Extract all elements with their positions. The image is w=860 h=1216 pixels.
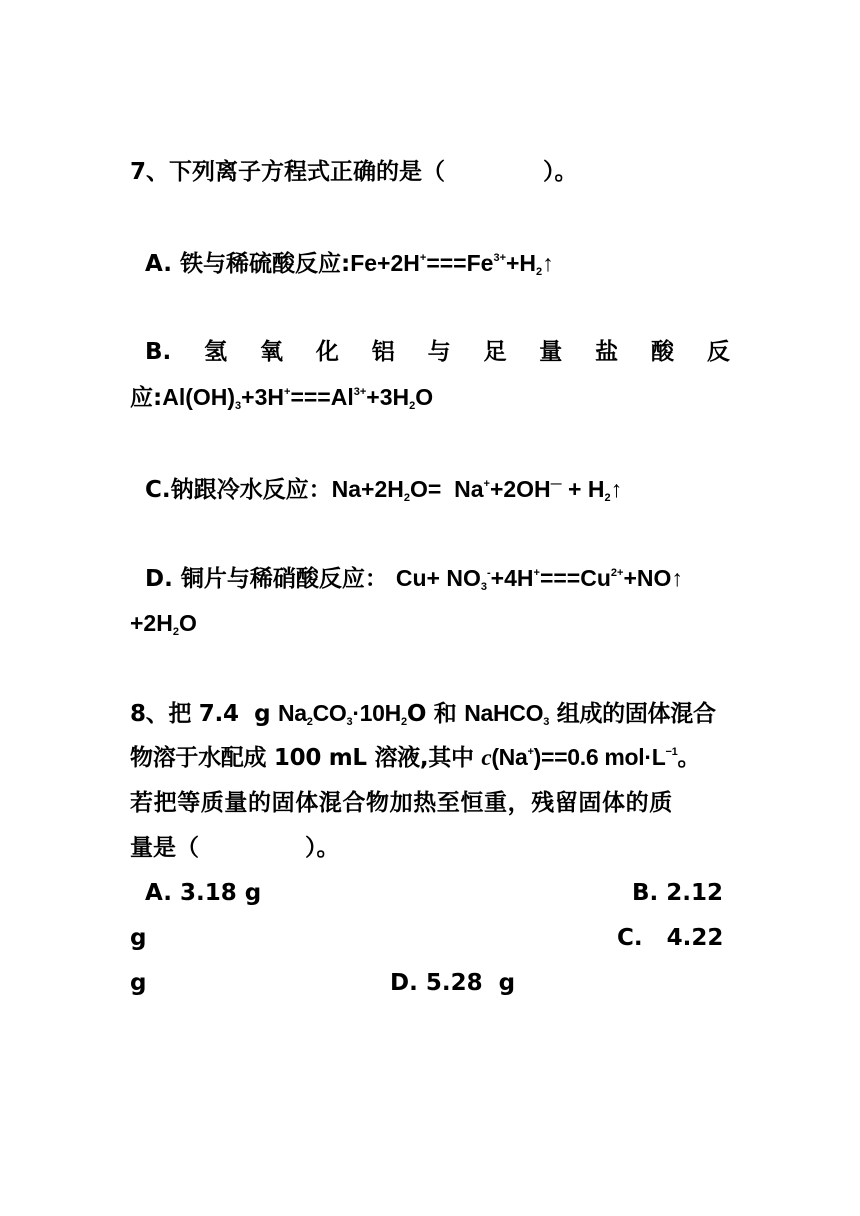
q8-formula-na2co3: $Na_2CO_3\cdot 10H_2$ <box>277 700 407 728</box>
q8-text: O 和 <box>406 701 465 727</box>
q8-option-c: C. 4.22 <box>617 925 724 951</box>
q7-b-char: 氢 <box>204 339 228 365</box>
q8-text: 组成的固体混合 <box>549 701 716 727</box>
q7-b-label: B. <box>145 339 172 365</box>
q7-b-char: 与 <box>427 339 451 365</box>
q8-text: 8、把 7.4 g <box>130 701 278 727</box>
q7-b-char: 氧 <box>260 339 283 365</box>
q7-option-d-line2: $+2H_2O$ <box>130 610 197 638</box>
q8-line2 <box>130 742 730 773</box>
q7-c-label: C. <box>145 477 171 503</box>
q8-concentration: (Na+)==0.6 $mol\cdot L^{-1}$ <box>491 744 678 770</box>
q7-b-char: 盐 <box>595 339 619 365</box>
q7-b-char: 足 <box>483 339 507 365</box>
q7-b-char: 化 <box>315 339 339 365</box>
q7-a-text: 铁与稀硫酸反应: <box>179 251 351 277</box>
up-arrow-icon: ↑ <box>542 250 554 276</box>
q8-text: 。 <box>677 745 701 771</box>
q7-d-text: 铜片与稀硝酸反应： <box>180 566 388 592</box>
q7-a-eq: $Fe+2H^+===Fe^{3+}+H_2↑$ <box>350 250 554 278</box>
q7-c-text: 钠跟冷水反应： <box>170 477 332 503</box>
up-arrow-icon: ↑ <box>610 476 623 502</box>
q7-b-char: 铝 <box>371 339 395 365</box>
q8-option-b: B. 2.12 <box>632 880 724 906</box>
q8-formula-nahco3: NaHCO$_3$ <box>464 700 550 728</box>
q8-line4 <box>130 833 730 863</box>
q7-option-c <box>145 474 730 505</box>
q8-text: 物溶于水配成 100 mL 溶液,其中 <box>130 745 482 771</box>
q7-option-b-line1 <box>145 337 730 367</box>
q7-c-eq: $Na+2H_2O= Na^++2OH^—$ + $H_2↑$ <box>331 476 623 504</box>
q8-option-a: A. 3.18 g <box>145 880 262 906</box>
q7-d-eq: $Cu+ NO_3^-+4H^+===Cu^{2+}+NO↑$ <box>395 565 683 593</box>
q7-stem-end: ）。 <box>543 159 578 185</box>
q8-text: 量是（ <box>130 835 199 861</box>
q7-stem <box>130 157 730 187</box>
q8-line1 <box>130 698 730 729</box>
q8-option-d: D. 5.28 g <box>390 970 516 996</box>
up-arrow-icon: ↑ <box>671 565 683 591</box>
q7-b-eq: $Al(OH)_3+3H^+===Al^{3+}+3H_2O$ <box>162 384 434 412</box>
q8-text: ）。 <box>305 835 340 861</box>
q7-b-char: 量 <box>539 339 563 365</box>
q7-option-d-line1 <box>145 563 730 594</box>
q8-line3: 若把等质量的固体混合物加热至恒重，残留固体的质 <box>130 790 673 816</box>
q8-option-b-unit: g <box>130 925 147 951</box>
q7-stem-text: 7、下列离子方程式正确的是（ <box>130 159 446 185</box>
q7-option-a <box>145 248 730 279</box>
q7-a-label: A. <box>145 251 172 277</box>
q8-concentration-symbol: c <box>481 745 492 770</box>
q8-option-c-unit: g <box>130 970 147 996</box>
q7-b-char: 反 <box>706 339 730 365</box>
q7-b-char: 酸 <box>651 339 675 365</box>
q7-d-label: D. <box>145 566 173 592</box>
q7-b-text: 应: <box>130 385 163 411</box>
q7-option-b-line2 <box>130 382 730 413</box>
